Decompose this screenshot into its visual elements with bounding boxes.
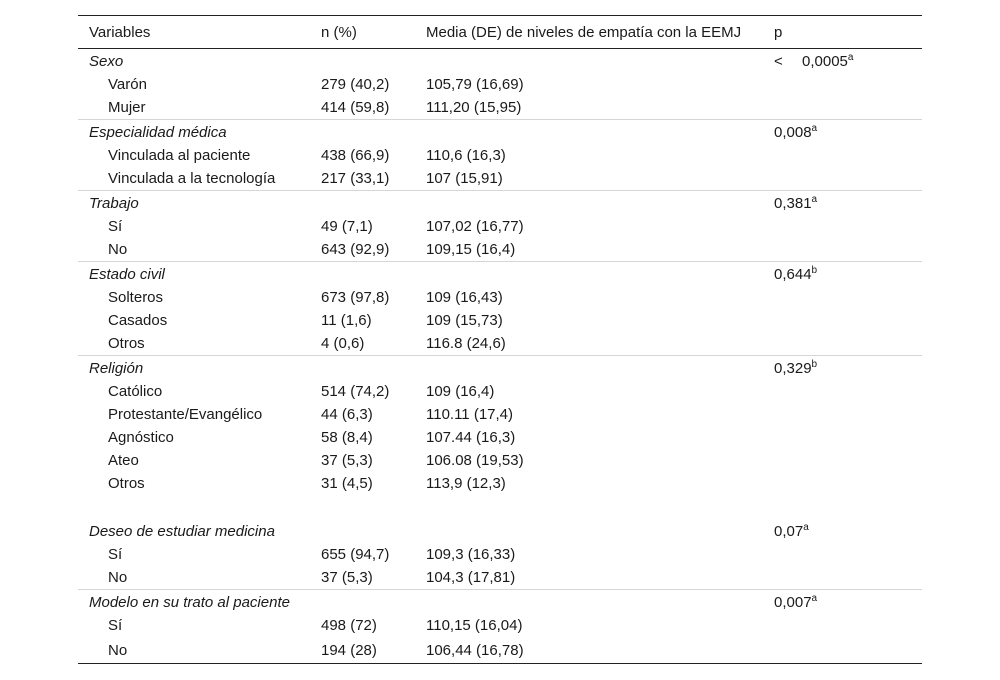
group-row [78,191,922,216]
p-value-cell [763,262,922,287]
empty-cell [763,332,922,356]
footnote-marker: a [803,521,809,533]
p-value-cell [763,120,922,145]
category-label: Sí [108,617,123,634]
table-row [78,167,922,191]
p-value: 0,381 [774,194,812,212]
group-name: Sexo [89,52,124,70]
table-row [78,96,922,120]
p-value: 0,008 [774,123,812,141]
empty-cell [310,519,415,543]
mean-sd-value: 106,44 (16,78) [415,637,763,664]
footnote-marker: b [811,264,818,276]
table-row [78,380,922,403]
footnote-marker: a [847,51,854,63]
category-label: Casados [108,312,168,329]
mean-sd-value: 109 (15,73) [426,312,503,329]
n-percent-value: 4 (0,6) [321,335,365,352]
empty-cell [763,637,922,664]
empty-cell [310,49,415,74]
category-label: Ateo [108,452,139,469]
group-row [78,120,922,145]
empty-cell [763,449,922,472]
header-row [78,16,922,49]
mean-sd-value: 116.8 (24,6) [426,335,506,352]
n-percent-value: 217 (33,1) [321,170,390,187]
empty-cell [763,215,922,238]
empty-cell [763,403,922,426]
empty-cell [763,144,922,167]
empty-cell [763,614,922,637]
empty-cell [415,356,763,381]
table-row [78,332,922,356]
mean-sd-value: 113,9 (12,3) [426,475,506,492]
empty-cell [763,472,922,495]
table-row [78,286,922,309]
empty-cell [310,590,415,615]
empty-cell [310,356,415,381]
p-value: 0,07 [774,522,804,540]
footnote-marker: a [811,193,818,205]
table-row [78,215,922,238]
n-percent-value: 414 (59,8) [321,99,390,116]
category-label: Vinculada al paciente [108,147,251,164]
footnote-marker: a [811,592,818,604]
n-percent-value: 194 (28) [310,637,415,664]
n-percent-value: 643 (92,9) [321,241,390,258]
empty-cell [415,590,763,615]
empty-cell [763,426,922,449]
group-row [78,49,922,74]
mean-sd-value: 109,15 (16,4) [426,241,516,258]
p-value-cell [763,191,922,216]
category-label: Vinculada a la tecnología [108,170,276,187]
empty-cell [763,73,922,96]
table-row [78,543,922,566]
n-percent-value: 44 (6,3) [321,406,373,423]
empty-cell [763,543,922,566]
header-n-percent: n (%) [310,16,415,49]
p-value: 0,329 [774,359,812,377]
spacer-row [78,495,922,519]
p-value-cell [763,590,922,615]
category-label: Agnóstico [108,429,174,446]
empty-cell [415,519,763,543]
category-label: Mujer [108,99,146,116]
mean-sd-value: 110,15 (16,04) [426,617,523,634]
group-row [78,356,922,381]
group-name: Especialidad médica [78,120,310,145]
p-value-cell [763,49,922,74]
mean-sd-value: 104,3 (17,81) [426,569,516,586]
n-percent-value: 49 (7,1) [321,218,373,235]
n-percent-value: 498 (72) [321,617,377,634]
category-label: Protestante/Evangélico [108,406,263,423]
category-label: Sí [108,546,123,563]
empty-cell [415,49,763,74]
results-table [78,15,922,664]
empty-cell [415,120,763,145]
group-name: Trabajo [78,191,310,216]
header-mean-sd: Media (DE) de niveles de empatía con la EEMJ [415,16,763,49]
n-percent-value: 37 (5,3) [321,569,373,586]
mean-sd-value: 110,6 (16,3) [426,147,506,164]
mean-sd-value: 110.11 (17,4) [426,406,514,423]
table-body [78,49,922,664]
mean-sd-value: 105,79 (16,69) [426,76,524,93]
group-row [78,262,922,287]
empty-cell [763,566,922,590]
table-row [78,144,922,167]
n-percent-value: 655 (94,7) [321,546,390,563]
table-row [78,449,922,472]
n-percent-value: 279 (40,2) [321,76,390,93]
category-label: No [108,569,128,586]
table-row [78,472,922,495]
category-label: No [108,241,128,258]
footnote-marker: b [811,358,818,370]
footnote-marker: a [811,122,818,134]
empty-cell [763,96,922,120]
n-percent-value: 37 (5,3) [321,452,373,469]
p-value-cell [763,356,922,381]
empty-cell [310,262,415,287]
group-name: Religión [78,356,310,381]
category-label: Varón [108,76,147,93]
empty-cell [763,167,922,191]
table-header [78,16,922,49]
group-row [78,519,922,543]
empty-cell [763,309,922,332]
group-row [78,590,922,615]
n-percent-value: 673 (97,8) [321,289,390,306]
spacer-cell [78,495,922,519]
empty-cell [310,120,415,145]
empty-cell [763,238,922,262]
mean-sd-value: 109 (16,43) [426,289,503,306]
table-row [78,403,922,426]
mean-sd-value: 106.08 (19,53) [426,452,524,469]
n-percent-value: 11 (1,6) [321,312,372,329]
mean-sd-value: 107.44 (16,3) [426,429,516,446]
empty-cell [763,286,922,309]
table-row [78,73,922,96]
category-label: Católico [108,383,163,400]
group-name: Estado civil [78,262,310,287]
mean-sd-value: 107 (15,91) [426,170,503,187]
p-value: 0,644 [774,265,812,283]
table-row [78,238,922,262]
table-row [78,309,922,332]
category-label: Otros [108,335,145,352]
group-name: Modelo en su trato al paciente [78,590,310,615]
p-prefix: < [774,52,783,70]
mean-sd-value: 109 (16,4) [426,383,495,400]
header-variables: Variables [78,16,310,49]
n-percent-value: 58 (8,4) [321,429,373,446]
table-row [78,426,922,449]
mean-sd-value: 111,20 (15,95) [426,99,522,116]
empty-cell [310,191,415,216]
category-label: Sí [108,218,123,235]
mean-sd-value: 109,3 (16,33) [426,546,516,563]
p-value: 0,007 [774,593,812,611]
empty-cell [415,191,763,216]
n-percent-value: 514 (74,2) [321,383,390,400]
group-name: Deseo de estudiar medicina [89,522,275,540]
header-p: p [763,16,922,49]
n-percent-value: 31 (4,5) [321,475,373,492]
category-label: Otros [108,475,145,492]
empty-cell [763,380,922,403]
p-value-cell [763,519,922,543]
n-percent-value: 438 (66,9) [321,147,390,164]
mean-sd-value: 107,02 (16,77) [426,218,524,235]
category-label: Solteros [108,289,164,306]
p-value: 0,0005 [802,52,848,70]
category-label: No [78,637,310,664]
table-row [78,566,922,590]
empty-cell [415,262,763,287]
table-row [78,614,922,637]
table-row [78,637,922,664]
